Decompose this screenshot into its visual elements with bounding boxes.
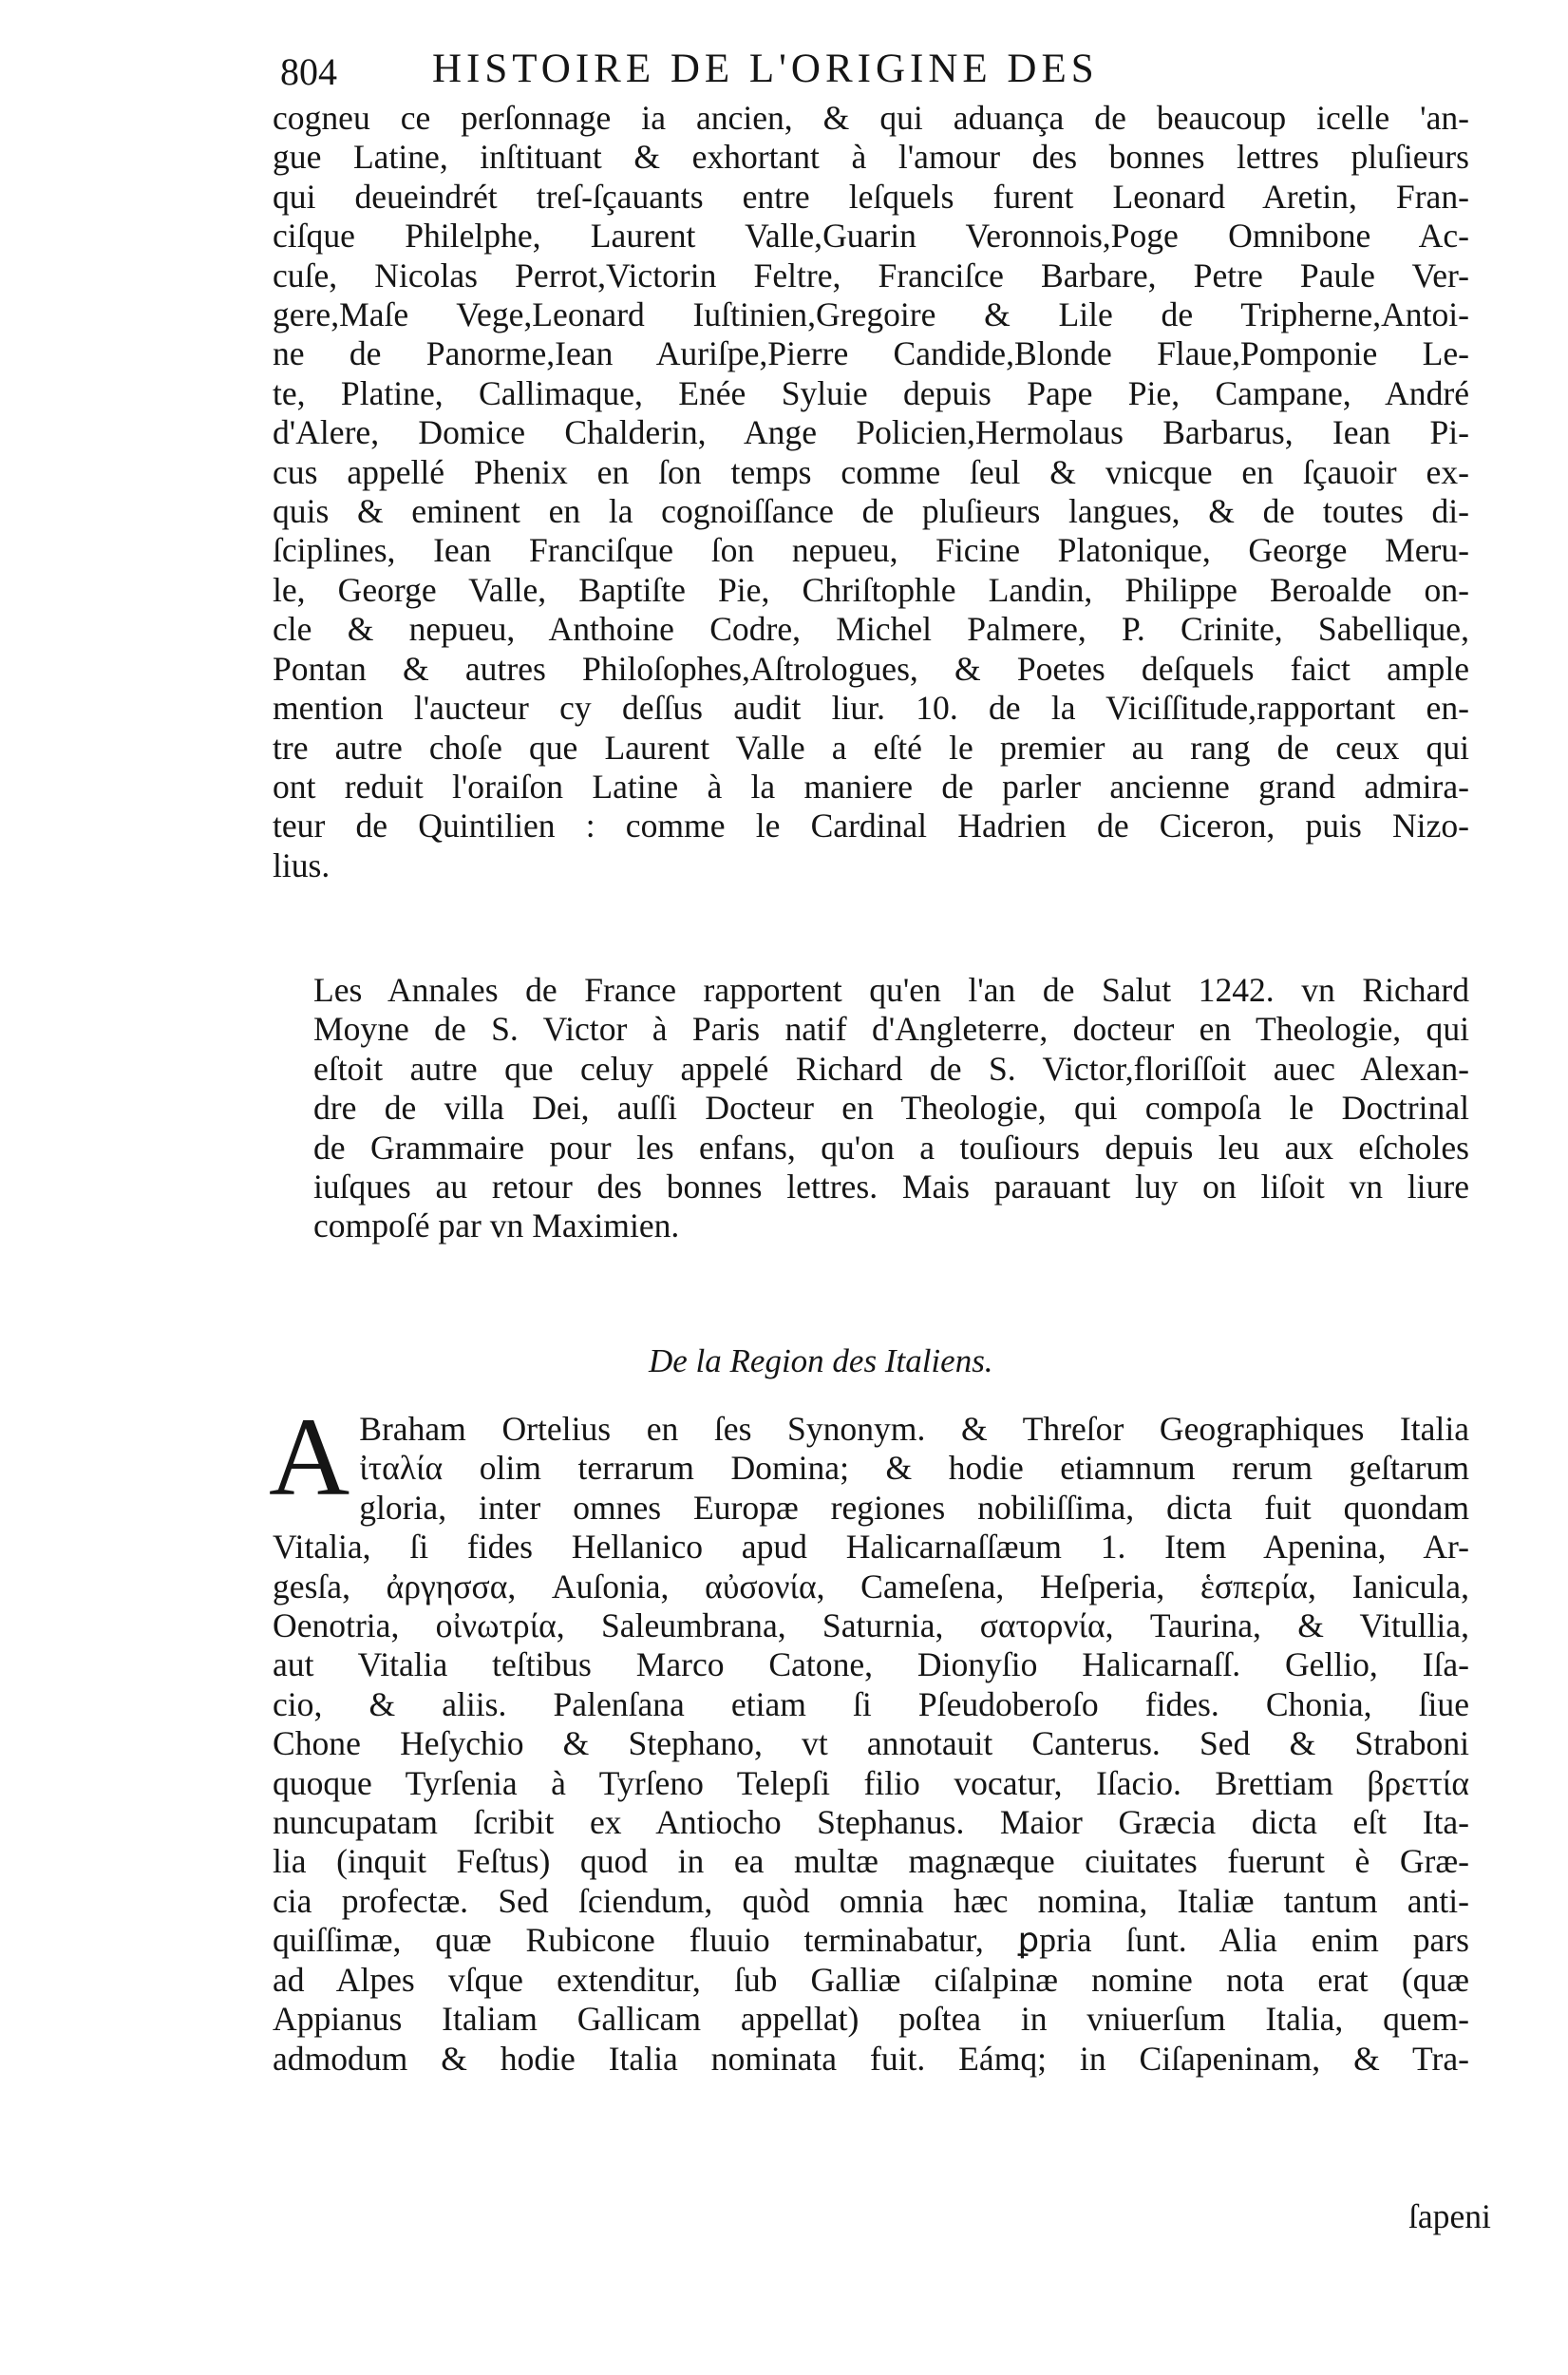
text-line: quiſſimæ, quæ Rubicone fluuio terminabatur, ꝑpria ſunt. Alia enim pars [273,1921,1469,1960]
text-line: cle & nepueu, Anthoine Codre, Michel Palmere, P. Crinite, Sabellique, [273,610,1469,649]
page-number: 804 [280,50,337,93]
text-line: tre autre choſe que Laurent Valle a eſté le premier au rang de ceux qui [273,728,1469,767]
text-line: Oenotria, οἰνωτρία, Saleumbrana, Saturnia, σατορνία, Taurina, & Vitullia, [273,1606,1469,1645]
text-line: Braham Ortelius en ſes Synonym. & Threſor Geographiques Italia [359,1410,1469,1448]
text-line: Les Annales de France rapportent qu'en l'an de Salut 1242. vn Richard [313,971,1469,1009]
text-line: dre de villa Dei, auſſi Docteur en Theologie, qui compoſa le Doctrinal [313,1089,1469,1128]
drop-cap: A [269,1395,350,1519]
text-line: Pontan & autres Philoſophes,Aſtrologues, & Poetes deſquels faict ample [273,649,1469,688]
text-line: Vitalia, ſi fides Hellanico apud Halicarnaſſæum 1. Item Apenina, Ar- [273,1528,1469,1567]
paragraph-humanists [273,99,1469,885]
text-line: compoſé par vn Maximien. [313,1206,680,1245]
text-line: qui deueindrét treſ-ſçauants entre leſquels furent Leonard Aretin, Fran- [273,177,1469,216]
text-line: quoque Tyrſenia à Tyrſeno Telepſi filio vocatur, Iſacio. Brettiam βρεττία [273,1763,1469,1802]
text-line: d'Alere, Domice Chalderin, Ange Policien,Hermolaus Barbarus, Iean Pi- [273,413,1469,452]
paragraph-italia [269,1395,1469,2079]
text-line: gue Latine, inſtituant & exhortant à l'amour des bonnes lettres pluſieurs [273,138,1469,177]
text-line: admodum & hodie Italia nominata fuit. Eámq; in Ciſapeninam, & Tra- [273,2039,1469,2078]
section-heading: De la Region des Italiens. [649,1342,993,1379]
text-line: gesſa, ἀργησσα, Auſonia, αὐσονία, Cameſena, Heſperia, ἑσπερία, Ianicula, [273,1567,1469,1606]
text-line: lius. [273,846,331,884]
text-line: cuſe, Nicolas Perrot,Victorin Feltre, Franciſce Barbare, Petre Paule Ver- [273,256,1469,294]
text-line: cus appellé Phenix en ſon temps comme ſeul & vnicque en ſçauoir ex- [273,452,1469,491]
text-line: lia (inquit Feſtus) quod in ea multæ magnæque ciuitates fuerunt è Græ- [273,1842,1469,1881]
text-line: ont reduit l'oraiſon Latine à la maniere de parler ancienne grand admira- [273,767,1469,806]
text-line: cogneu ce perſonnage ia ancien, & qui aduança de beaucoup icelle 'an- [273,99,1469,137]
text-line: nuncupatam ſcribit ex Antiocho Stephanus. Maior Græcia dicta eſt Ita- [273,1803,1469,1842]
running-title: HISTOIRE DE L'ORIGINE DES [432,47,1099,91]
text-line: Appianus Italiam Gallicam appellat) poſtea in vniuerſum Italia, quem- [273,2000,1469,2039]
text-line: te, Platine, Callimaque, Enée Syluie depuis Pape Pie, Campane, André [273,373,1469,412]
paragraph-annales [273,971,1469,1246]
text-line: gere,Maſe Vege,Leonard Iuſtinien,Gregoire & Lile de Tripherne,Antoi- [273,295,1469,334]
text-line: gloria, inter omnes Europæ regiones nobiliſſima, dicta fuit quondam [359,1488,1469,1527]
text-line: ἰταλία olim terrarum Domina; & hodie etiamnum rerum geſtarum [359,1449,1469,1488]
text-line: ciſque Philelphe, Laurent Valle,Guarin Veronnois,Poge Omnibone Ac- [273,217,1469,256]
text-line: quis & eminent en la cognoiſſance de pluſieurs langues, & de toutes di- [273,492,1469,531]
text-line: de Grammaire pour les enfans, qu'on a touſiours depuis leu aux eſcholes [313,1128,1469,1167]
catchword: ſapeni [1408,2197,1491,2235]
text-line: teur de Quintilien : comme le Cardinal Hadrien de Ciceron, puis Nizo- [273,807,1469,846]
text-line: Chone Heſychio & Stephano, vt annotauit Canterus. Sed & Straboni [273,1724,1469,1763]
text-line: eſtoit autre que celuy appelé Richard de S. Victor,floriſſoit auec Alexan- [313,1049,1469,1088]
text-line: Moyne de S. Victor à Paris natif d'Angleterre, docteur en Theologie, qui [313,1010,1469,1049]
text-line: aut Vitalia teſtibus Marco Catone, Dionyſio Halicarnaſſ. Gellio, Iſa- [273,1645,1469,1684]
text-line: le, George Valle, Baptiſte Pie, Chriſtophle Landin, Philippe Beroalde on- [273,570,1469,609]
text-line: ſciplines, Iean Franciſque ſon nepueu, Ficine Platonique, George Meru- [273,531,1469,570]
text-line: cia profectæ. Sed ſciendum, quòd omnia hæc nomina, Italiæ tantum anti- [273,1881,1469,1920]
text-line: iuſques au retour des bonnes lettres. Mais parauant luy on liſoit vn liure [313,1168,1469,1206]
text-line: mention l'aucteur cy deſſus audit liur. 10. de la Viciſſitude,rapportant en- [273,689,1469,728]
text-line: ne de Panorme,Iean Auriſpe,Pierre Candide,Blonde Flaue,Pomponie Le- [273,334,1469,373]
text-line: ad Alpes vſque extenditur, ſub Galliæ ciſalpinæ nomine nota erat (quæ [273,1960,1469,1999]
page-header [280,46,1287,103]
text-line: cio, & aliis. Palenſana etiam ſi Pſeudoberoſo fides. Chonia, ſiue [273,1684,1469,1723]
